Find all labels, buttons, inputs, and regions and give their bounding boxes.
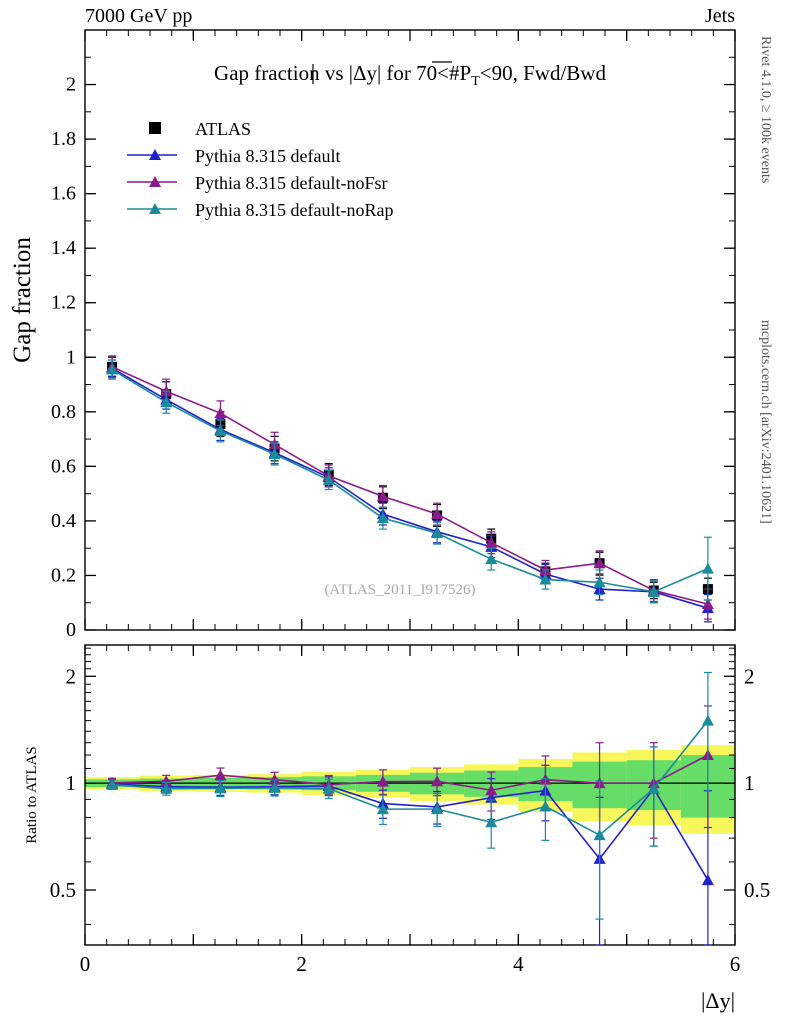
x-tick-label: 0: [79, 952, 91, 976]
y-tick-label-top: 1.6: [51, 182, 76, 205]
watermark: (ATLAS_2011_I917526): [324, 582, 476, 598]
y-tick-label-top: 0.2: [51, 564, 76, 587]
data-point-marker: [702, 874, 714, 885]
data-point-marker: [214, 769, 226, 780]
y-tick-label-bottom-right: 2: [744, 664, 755, 689]
y-tick-label-bottom-right: 1: [744, 771, 755, 796]
data-point-marker: [485, 553, 497, 564]
chart-title: [214, 61, 606, 89]
y-tick-label-bottom: 1: [65, 771, 76, 796]
header-left: 7000 GeV pp: [85, 5, 193, 27]
data-point-marker: [214, 407, 226, 418]
y-tick-label-top: 2: [66, 73, 76, 96]
series-line: [112, 367, 708, 604]
y-tick-label-bottom-right: 0.5: [744, 878, 771, 903]
data-point-marker: [702, 563, 714, 574]
x-tick-label: 2: [296, 952, 307, 976]
y-tick-label-top: 0.6: [51, 455, 76, 478]
header-right: Jets: [705, 5, 735, 27]
series-atlas: [107, 357, 713, 600]
series-pythia-8-315-default-norap: [106, 360, 714, 603]
y-tick-label-bottom: 2: [65, 664, 76, 689]
x-tick-label: 6: [729, 952, 741, 976]
y-axis-label-bottom: Ratio to ATLAS: [24, 746, 40, 844]
ratio-uncertainty-bands: [85, 745, 735, 834]
series-line: [112, 370, 708, 592]
y-tick-label-top: 1.4: [51, 237, 76, 260]
top-panel-axes: [51, 30, 735, 641]
y-tick-label-top: 0.4: [51, 509, 76, 532]
y-tick-label-bottom: 0.5: [49, 878, 76, 903]
y-tick-label-top: 0: [66, 619, 76, 641]
legend-label: Pythia 8.315 default-noFsr: [195, 173, 388, 193]
y-tick-label-top: 1: [66, 346, 76, 369]
legend-label: ATLAS: [195, 119, 252, 139]
legend-entry[interactable]: [127, 173, 387, 193]
legend-entry[interactable]: [127, 146, 340, 166]
x-axis-label: |Δy|: [701, 988, 735, 1013]
svg-text:Gap fraction vs |Δy| for 70<#P: Gap fraction vs |Δy| for $70<\#P_T<90$, Fwd/Bwd: [214, 61, 606, 89]
sidebar-rivet-label: Rivet 4.1.0, ≥ 100k events: [758, 36, 773, 184]
legend-label: Pythia 8.315 default-noRap: [195, 200, 394, 220]
y-axis-label-top: Gap fraction: [9, 237, 36, 363]
data-point-marker: [702, 715, 714, 726]
legend-marker-square: [149, 122, 161, 134]
y-tick-label-top: 1.8: [51, 128, 76, 151]
legend-entry[interactable]: [149, 119, 251, 139]
sidebar-source-label: mcplots.cern.ch [arXiv:2401.10621]: [758, 320, 773, 524]
y-tick-label-top: 1.2: [51, 291, 76, 314]
top-panel-frame: [85, 30, 735, 630]
series-pythia-8-315-default-nofsr: [106, 356, 714, 619]
y-tick-label-top: 0.8: [51, 400, 76, 423]
legend-label: Pythia 8.315 default: [195, 146, 341, 166]
legend-entry[interactable]: [127, 200, 393, 220]
x-tick-label: 4: [513, 952, 524, 976]
